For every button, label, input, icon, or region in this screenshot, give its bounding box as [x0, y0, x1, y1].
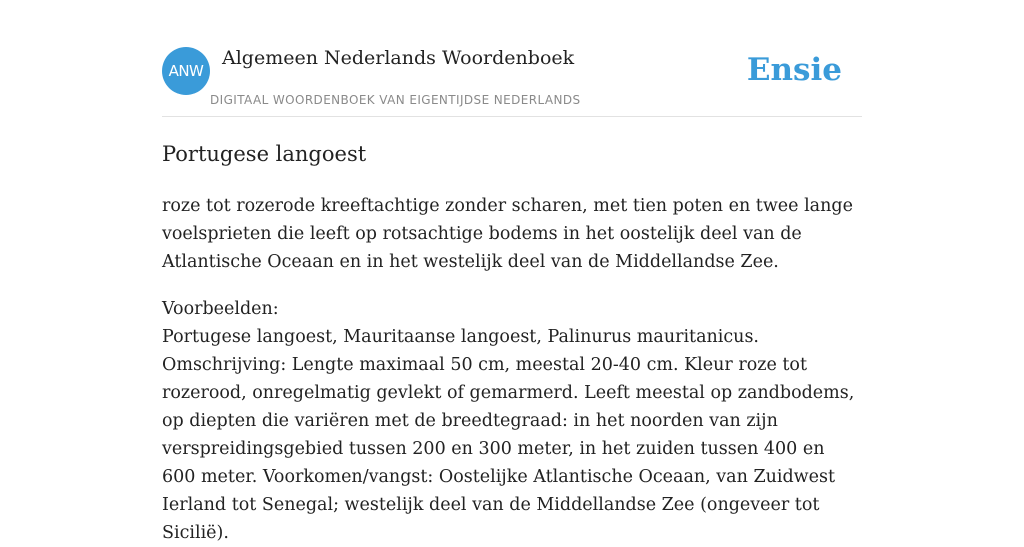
entry-examples [162, 295, 862, 547]
anw-logo[interactable]: ANW [162, 47, 210, 95]
ensie-logo[interactable]: Ensie [746, 52, 842, 88]
site-header [162, 46, 862, 117]
site-title[interactable]: Algemeen Nederlands Woordenboek [222, 47, 575, 69]
site-subtitle: DIGITAAL WOORDENBOEK VAN EIGENTIJDSE NEDERLANDS [210, 93, 581, 107]
examples-text: Portugese langoest, Mauritaanse langoest, Palinurus mauritanicus. Omschrijving: Lengte maximaal 50 cm, meestal 20-40 cm. Kleur roze tot rozerood, onregelmatig gevlekt of gemarmerd. Leeft meestal op zandbodems, op diepten die variëren met de breedtegraad: in het noorden van zijn verspreidingsgebied tussen 200 en 300 meter, in het zuiden tussen 400 en 600 meter. Voorkomen/vangst: Oostelijke Atlantische Oceaan, van Zuidwest Ierland tot Senegal; westelijk deel van de Middellandse Zee (ongeveer tot Sicilië). [162, 327, 855, 543]
examples-label: Voorbeelden: [162, 299, 279, 319]
entry-term: Portugese langoest [162, 142, 367, 166]
entry-content [162, 138, 862, 547]
entry-definition: roze tot rozerode kreeftachtige zonder scharen, met tien poten en twee lange voelsprieten die leeft op rotsachtige bodems in het oostelijk deel van de Atlantische Oceaan en in het westelijk deel van de Middellandse Zee. [162, 196, 853, 272]
